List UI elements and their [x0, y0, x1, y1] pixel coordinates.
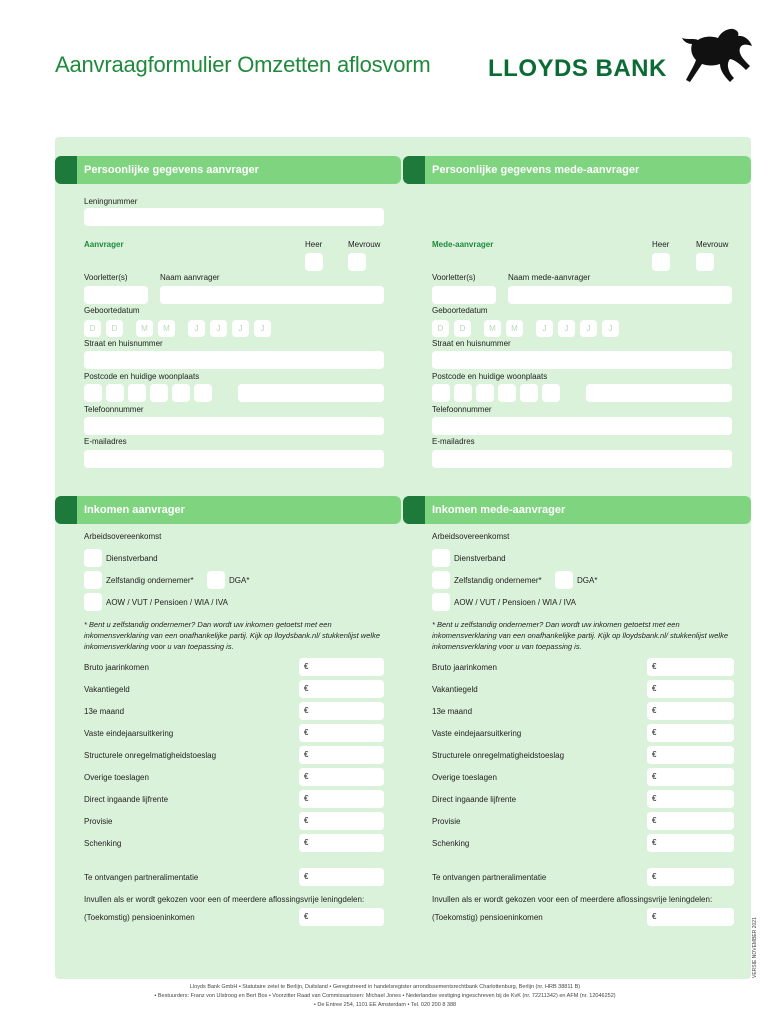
section-header-income-co-applicant: Inkomen mede-aanvrager — [425, 496, 751, 524]
income-row-label: Provisie — [84, 817, 113, 826]
section-header-personal-co-applicant: Persoonlijke gegevens mede-aanvrager — [425, 156, 751, 184]
co-alimony-input[interactable]: € — [647, 868, 734, 886]
income-row-input[interactable]: € — [299, 746, 384, 764]
income-row-label: Overige toeslagen — [84, 773, 149, 782]
section-tab — [403, 496, 425, 524]
co-income-row-input[interactable]: € — [647, 790, 734, 808]
income-row-input[interactable]: € — [299, 834, 384, 852]
co-city-input[interactable] — [586, 384, 732, 402]
income-row-label: Direct ingaande lijfrente — [84, 795, 169, 804]
co-initials-label: Voorletter(s) — [432, 273, 476, 282]
phone-label: Telefoonnummer — [84, 405, 144, 414]
co-employment-checkbox[interactable] — [432, 549, 450, 567]
street-input[interactable] — [84, 351, 384, 369]
contract-label: Arbeidsovereenkomst — [84, 532, 162, 541]
postcode-box[interactable] — [128, 384, 146, 402]
footer-line: • Bestuurders: Franz von Ulstroog en Bert Bos • Voorzitter Raad van Commissarissen: Michael Jones • Nederlandse vestiging ingeschreven bij de KvK (nr. 72211342) en AFM (nr. 12046252) — [154, 993, 616, 999]
co-income-row-input[interactable]: € — [647, 724, 734, 742]
self-employed-note: * Bent u zelfstandig ondernemer? Dan wordt uw inkomen getoetst met een inkomensverklaring van een onafhankelijke partij. Kijk op lloydsbank.nl/ stukkenlijst welke inkomensverklaring voor u van toepassing is. — [84, 620, 380, 651]
date-box[interactable]: J — [602, 320, 619, 337]
co-income-row-input[interactable]: € — [647, 702, 734, 720]
alimony-label: Te ontvangen partneralimentatie — [84, 873, 199, 882]
loan-number-input[interactable] — [84, 208, 384, 226]
section-tab — [403, 156, 425, 184]
co-self-employed-note: * Bent u zelfstandig ondernemer? Dan wordt uw inkomen getoetst met een inkomensverklaring van een onafhankelijke partij. Kijk op lloydsbank.nl/ stukkenlijst welke inkomensverklaring voor u van toepassing is. — [432, 620, 728, 651]
co-email-label: E-mailadres — [432, 437, 475, 446]
form-panel — [55, 137, 751, 979]
co-income-row-label: Schenking — [432, 839, 470, 848]
co-income-row-label: Direct ingaande lijfrente — [432, 795, 517, 804]
co-pension-label: AOW / VUT / Pensioen / WIA / IVA — [454, 598, 576, 607]
birthdate-label: Geboortedatum — [84, 306, 140, 315]
date-box[interactable]: J — [558, 320, 575, 337]
co-income-row-input[interactable]: € — [647, 658, 734, 676]
co-dga-label: DGA* — [577, 576, 598, 585]
postcode-label: Postcode en huidige woonplaats — [84, 372, 200, 381]
co-fill-note: Invullen als er wordt gekozen voor een of meerdere aflossingsvrije leningdelen: — [432, 895, 713, 904]
date-box[interactable]: J — [232, 320, 249, 337]
future-pension-input[interactable]: € — [299, 908, 384, 926]
section-tab — [55, 156, 77, 184]
co-income-row-label: Bruto jaarinkomen — [432, 663, 497, 672]
section-tab — [55, 496, 77, 524]
self-employed-checkbox[interactable] — [84, 571, 102, 589]
co-email-input[interactable] — [432, 450, 732, 468]
dga-checkbox[interactable] — [207, 571, 225, 589]
email-label: E-mailadres — [84, 437, 127, 446]
pension-label: AOW / VUT / Pensioen / WIA / IVA — [106, 598, 228, 607]
footer-line: • De Entree 254, 1101 EE Amsterdam • Tel. 020 200 8 388 — [313, 1002, 457, 1008]
alimony-input[interactable]: € — [299, 868, 384, 886]
employment-checkbox[interactable] — [84, 549, 102, 567]
loan-number-label: Leningnummer — [84, 197, 138, 206]
co-birthdate-label: Geboortedatum — [432, 306, 488, 315]
co-postcode-label: Postcode en huidige woonplaats — [432, 372, 548, 381]
initials-input[interactable] — [84, 286, 148, 304]
co-mrs-checkbox[interactable] — [696, 253, 714, 271]
postcode-box[interactable] — [520, 384, 538, 402]
co-income-row-input[interactable]: € — [647, 680, 734, 698]
mr-label: Heer — [652, 240, 670, 249]
name-input[interactable] — [160, 286, 384, 304]
phone-input[interactable] — [84, 417, 384, 435]
date-box[interactable]: J — [188, 320, 205, 337]
income-row-label: Vakantiegeld — [84, 685, 130, 694]
co-contract-label: Arbeidsovereenkomst — [432, 532, 510, 541]
date-box[interactable]: M — [506, 320, 523, 337]
income-row-label: Schenking — [84, 839, 122, 848]
mr-label: Heer — [305, 240, 323, 249]
date-box[interactable]: J — [254, 320, 271, 337]
co-initials-input[interactable] — [432, 286, 496, 304]
date-box[interactable]: M — [136, 320, 153, 337]
co-income-row-label: Structurele onregelmatigheidstoeslag — [432, 751, 565, 760]
version-label: VERSIE NOVEMBER 2021 — [752, 917, 758, 978]
page-title: Aanvraagformulier Omzetten aflosvorm — [55, 52, 431, 77]
section-header-income-applicant: Inkomen aanvrager — [77, 496, 401, 524]
footer-line: Lloyds Bank GmbH • Statutaire zetel te Berlijn, Duitsland • Geregistreerd in handelsregister arrondissementsrechtbank Charlottenburg, Berlijn (nr. HRB 38811 B) — [189, 984, 581, 990]
income-row-label: Vaste eindejaarsuitkering — [84, 729, 174, 738]
income-row-input[interactable]: € — [299, 680, 384, 698]
co-street-label: Straat en huisnummer — [432, 339, 511, 348]
co-income-row-input[interactable]: € — [647, 834, 734, 852]
city-input[interactable] — [238, 384, 384, 402]
postcode-box[interactable] — [498, 384, 516, 402]
income-row-input[interactable]: € — [299, 812, 384, 830]
postcode-box[interactable] — [194, 384, 212, 402]
postcode-box[interactable] — [172, 384, 190, 402]
co-income-row-label: Vakantiegeld — [432, 685, 478, 694]
footer — [0, 983, 770, 1010]
co-phone-input[interactable] — [432, 417, 732, 435]
black-horse-icon — [680, 26, 754, 90]
income-row-input[interactable]: € — [299, 768, 384, 786]
co-name-label: Naam mede-aanvrager — [508, 273, 591, 282]
postcode-box[interactable] — [476, 384, 494, 402]
income-row-input[interactable]: € — [299, 724, 384, 742]
co-employment-label: Dienstverband — [454, 554, 506, 563]
income-row-input[interactable]: € — [299, 790, 384, 808]
co-income-row-label: 13e maand — [432, 707, 473, 716]
email-input[interactable] — [84, 450, 384, 468]
co-mr-checkbox[interactable] — [652, 253, 670, 271]
income-row-label: Bruto jaarinkomen — [84, 663, 149, 672]
postcode-box[interactable] — [106, 384, 124, 402]
co-street-input[interactable] — [432, 351, 732, 369]
income-row-label: Structurele onregelmatigheidstoeslag — [84, 751, 217, 760]
date-box[interactable]: M — [484, 320, 501, 337]
co-pension-checkbox[interactable] — [432, 593, 450, 611]
co-income-row-label: Provisie — [432, 817, 461, 826]
name-label: Naam aanvrager — [160, 273, 220, 282]
co-income-row-input[interactable]: € — [647, 746, 734, 764]
co-income-row-input[interactable]: € — [647, 768, 734, 786]
co-future-pension-input[interactable]: € — [647, 908, 734, 926]
date-box[interactable]: J — [536, 320, 553, 337]
co-self-employed-label: Zelfstandig ondernemer* — [454, 576, 542, 585]
postcode-box[interactable] — [542, 384, 560, 402]
date-box[interactable]: D — [84, 320, 101, 337]
date-box[interactable]: M — [158, 320, 175, 337]
self-employed-label: Zelfstandig ondernemer* — [106, 576, 194, 585]
bank-logo-text: LLOYDS BANK — [488, 55, 667, 82]
initials-label: Voorletter(s) — [84, 273, 128, 282]
co-name-input[interactable] — [508, 286, 732, 304]
pension-checkbox[interactable] — [84, 593, 102, 611]
co-dga-checkbox[interactable] — [555, 571, 573, 589]
applicant-label: Aanvrager — [84, 240, 124, 249]
co-income-row-label: Overige toeslagen — [432, 773, 497, 782]
future-pension-label: (Toekomstig) pensioeninkomen — [84, 913, 195, 922]
income-row-input[interactable]: € — [299, 658, 384, 676]
fill-note: Invullen als er wordt gekozen voor een of meerdere aflossingsvrije leningdelen: — [84, 895, 365, 904]
postcode-box[interactable] — [432, 384, 450, 402]
section-header-personal-applicant: Persoonlijke gegevens aanvrager — [77, 156, 401, 184]
co-income-row-input[interactable]: € — [647, 812, 734, 830]
income-row-input[interactable]: € — [299, 702, 384, 720]
postcode-box[interactable] — [150, 384, 168, 402]
co-alimony-label: Te ontvangen partneralimentatie — [432, 873, 547, 882]
co-future-pension-label: (Toekomstig) pensioeninkomen — [432, 913, 543, 922]
date-box[interactable]: D — [106, 320, 123, 337]
date-box[interactable]: D — [454, 320, 471, 337]
date-box[interactable]: J — [210, 320, 227, 337]
co-self-employed-checkbox[interactable] — [432, 571, 450, 589]
date-box[interactable]: D — [432, 320, 449, 337]
dga-label: DGA* — [229, 576, 250, 585]
date-box[interactable]: J — [580, 320, 597, 337]
co-phone-label: Telefoonnummer — [432, 405, 492, 414]
mrs-checkbox[interactable] — [348, 253, 366, 271]
co-income-row-label: Vaste eindejaarsuitkering — [432, 729, 522, 738]
employment-label: Dienstverband — [106, 554, 158, 563]
postcode-box[interactable] — [84, 384, 102, 402]
mrs-label: Mevrouw — [348, 240, 381, 249]
income-row-label: 13e maand — [84, 707, 125, 716]
co-applicant-label: Mede-aanvrager — [432, 240, 494, 249]
postcode-box[interactable] — [454, 384, 472, 402]
mrs-label: Mevrouw — [696, 240, 729, 249]
street-label: Straat en huisnummer — [84, 339, 163, 348]
mr-checkbox[interactable] — [305, 253, 323, 271]
